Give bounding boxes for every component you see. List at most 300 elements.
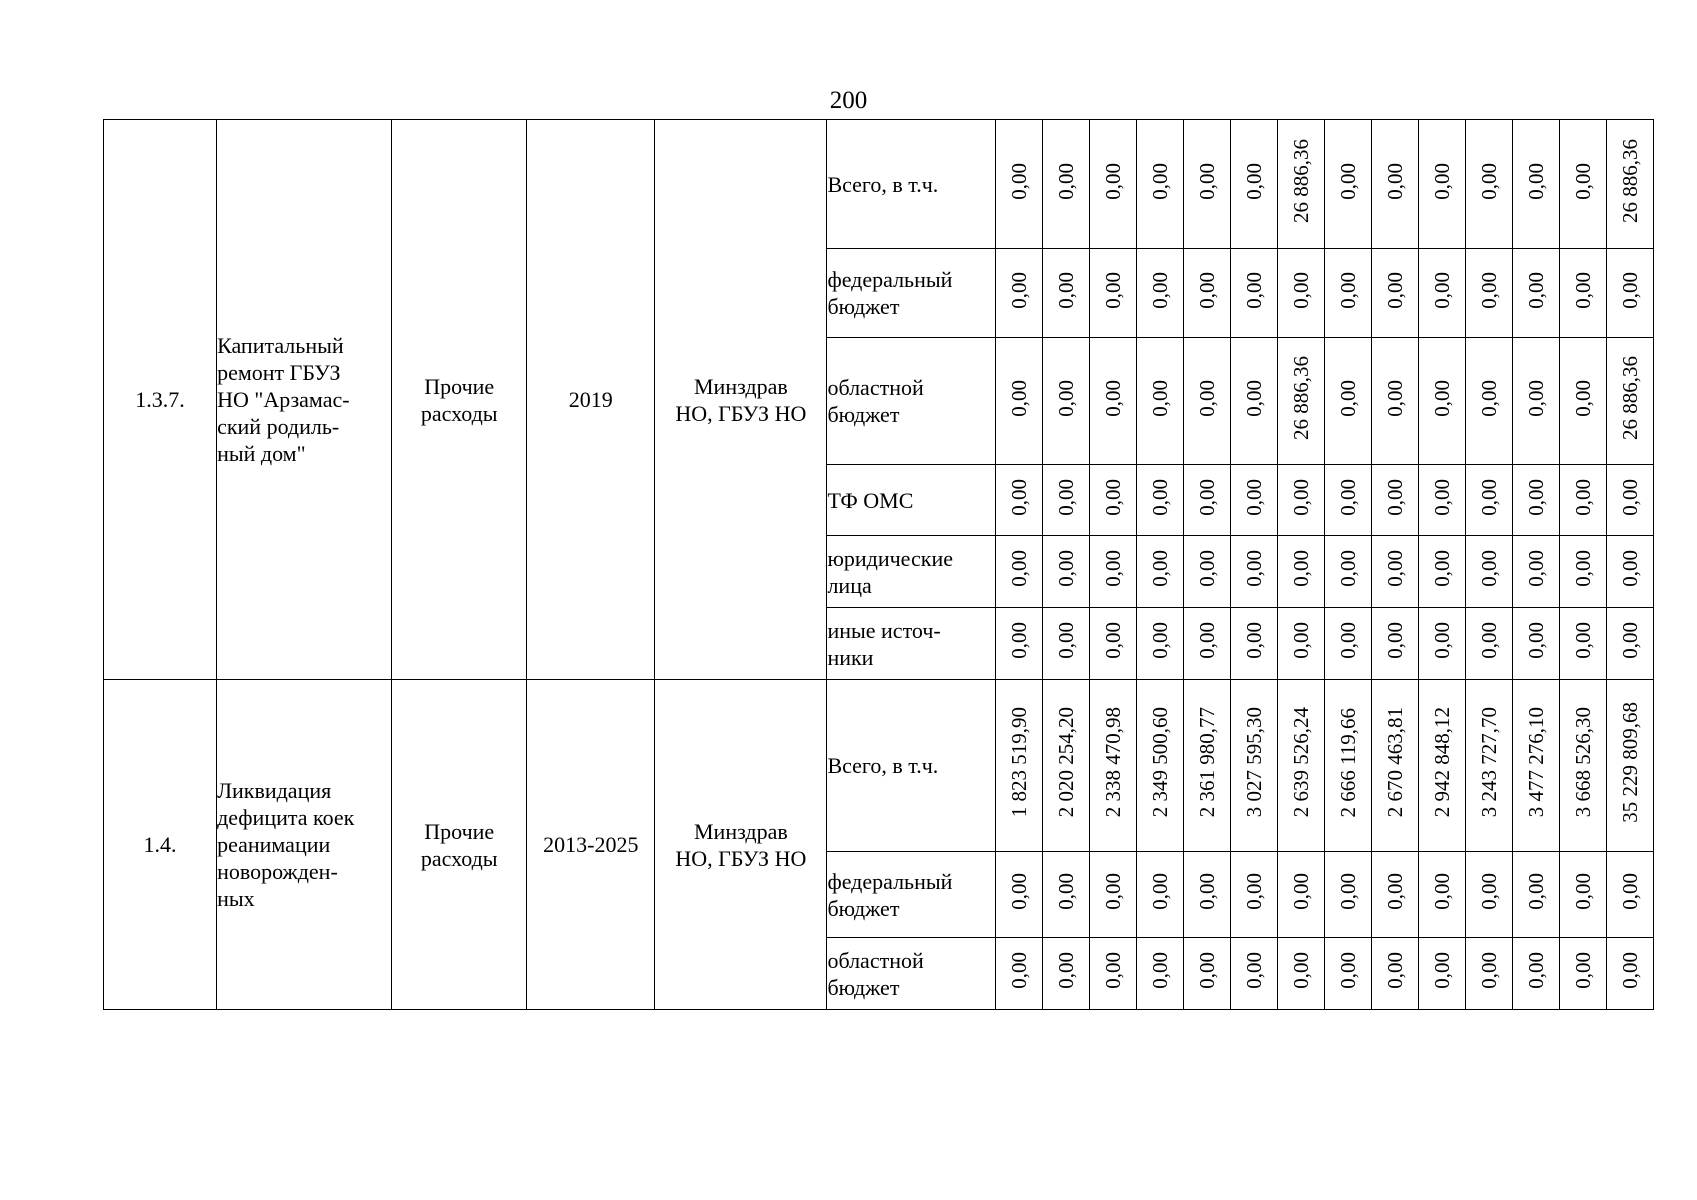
amount-cell: [995, 536, 1042, 608]
amount-value: 0,00: [1288, 478, 1313, 516]
text-line: Прочие: [424, 818, 495, 844]
amount-value: 0,00: [1241, 162, 1266, 200]
amount-cell: [1230, 680, 1277, 852]
amount-cell: [1183, 120, 1230, 249]
amount-value: 0,00: [1476, 622, 1501, 659]
amount-cell: [1183, 249, 1230, 338]
years-cell: [527, 120, 655, 680]
amount-cell: [1277, 465, 1324, 536]
amount-value: 0,00: [1476, 162, 1501, 200]
amount-cell: [1559, 465, 1606, 536]
text-line: лица: [827, 572, 872, 598]
page-number: 200: [829, 87, 868, 114]
amount-value: 2 361 980,77: [1194, 707, 1219, 818]
amount-value: 0,00: [1617, 478, 1642, 516]
amount-cell: [1465, 608, 1512, 680]
amount-value: 0,00: [1429, 622, 1454, 659]
amount-cell: [1371, 608, 1418, 680]
table-body: [104, 120, 1654, 1010]
amount-value: 0,00: [1617, 622, 1642, 659]
text-line: бюджет: [827, 402, 900, 427]
amount-value: 2 020 254,20: [1053, 707, 1078, 818]
amount-cell: [1418, 608, 1465, 680]
text-line: Всего, в т.ч.: [827, 171, 939, 197]
amount-value: 0,00: [1476, 478, 1501, 516]
amount-cell: [1465, 338, 1512, 465]
amount-cell: [1136, 120, 1183, 249]
amount-value: 0,00: [1335, 952, 1360, 989]
amount-value: 0,00: [1194, 873, 1219, 910]
amount-cell: [1559, 249, 1606, 338]
amount-value: 0,00: [1382, 478, 1407, 516]
amount-cell: [1277, 938, 1324, 1010]
amount-value: 3 243 727,70: [1476, 707, 1501, 818]
amount-value: 0,00: [1335, 379, 1360, 417]
funding-source-cell: [827, 680, 995, 852]
text-line: федеральный: [827, 868, 953, 894]
amount-value: 0,00: [1523, 162, 1548, 200]
amount-value: 0,00: [1194, 478, 1219, 516]
funding-source-cell: [827, 120, 995, 249]
amount-cell: [1277, 680, 1324, 852]
amount-value: 0,00: [1429, 550, 1454, 587]
amount-value: 0,00: [1288, 271, 1313, 309]
amount-cell: [1512, 120, 1559, 249]
text-line: расходы: [420, 845, 498, 871]
amount-value: 0,00: [1429, 379, 1454, 417]
amount-cell: [1230, 120, 1277, 249]
amount-value: 0,00: [1523, 550, 1548, 587]
amount-value: 0,00: [1570, 550, 1595, 587]
funding-source-cell: [827, 465, 995, 536]
text-line: НО "Арзамас-: [217, 387, 350, 412]
amount-value: 0,00: [1194, 162, 1219, 200]
amount-value: 26 886,36: [1617, 139, 1642, 223]
amount-cell: [995, 120, 1042, 249]
text-line: федеральный: [827, 267, 953, 292]
amount-cell: [1465, 938, 1512, 1010]
funding-source-cell: [827, 249, 995, 338]
amount-value: 0,00: [1100, 873, 1125, 910]
funding-source-cell: [827, 852, 995, 938]
amount-cell: [1042, 852, 1089, 938]
amount-cell: [1418, 465, 1465, 536]
amount-value: 0,00: [1335, 873, 1360, 910]
amount-value: 0,00: [1382, 550, 1407, 587]
amount-value: 0,00: [1570, 379, 1595, 417]
text-line: ники: [827, 644, 874, 670]
amount-value: 0,00: [1241, 379, 1266, 417]
amount-cell: [1371, 120, 1418, 249]
amount-cell: [1371, 680, 1418, 852]
amount-cell: [1089, 338, 1136, 465]
amount-value: 0,00: [1006, 550, 1031, 587]
text-line: ТФ ОМС: [827, 487, 914, 513]
amount-value: 0,00: [1476, 550, 1501, 587]
amount-value: 26 886,36: [1288, 356, 1313, 440]
amount-value: 0,00: [1570, 873, 1595, 910]
amount-value: 0,00: [1100, 271, 1125, 309]
years: 2013-2025: [543, 832, 639, 857]
amount-cell: [1136, 249, 1183, 338]
amount-value: 0,00: [1147, 873, 1172, 910]
amount-cell: [1324, 852, 1371, 938]
amount-value: 0,00: [1006, 478, 1031, 516]
executor-cell: [655, 120, 827, 680]
amount-value: 0,00: [1523, 952, 1548, 989]
amount-cell: [1183, 338, 1230, 465]
amount-value: 0,00: [1100, 379, 1125, 417]
text-line: Ликвидация: [217, 778, 332, 803]
amount-cell: [1042, 465, 1089, 536]
amount-value: 0,00: [1053, 271, 1078, 309]
amount-value: 2 666 119,66: [1335, 707, 1360, 818]
amount-value: 0,00: [1053, 873, 1078, 910]
executor-cell: [655, 680, 827, 1010]
amount-value: 26 886,36: [1288, 139, 1313, 223]
amount-cell: [1606, 852, 1653, 938]
amount-cell: [1324, 338, 1371, 465]
amount-cell: [995, 680, 1042, 852]
amount-cell: [995, 249, 1042, 338]
item-name-cell: [217, 680, 392, 1010]
amount-cell: [1277, 249, 1324, 338]
amount-value: 0,00: [1570, 271, 1595, 309]
amount-cell: [1371, 938, 1418, 1010]
amount-cell: [1465, 465, 1512, 536]
amount-cell: [1606, 465, 1653, 536]
amount-cell: [1606, 249, 1653, 338]
amount-cell: [1089, 608, 1136, 680]
amount-cell: [1277, 852, 1324, 938]
text-line: ремонт ГБУЗ: [217, 360, 341, 385]
amount-cell: [1371, 465, 1418, 536]
amount-cell: [1559, 852, 1606, 938]
amount-cell: [1559, 608, 1606, 680]
amount-cell: [1136, 338, 1183, 465]
amount-value: 0,00: [1476, 271, 1501, 309]
amount-value: 0,00: [1147, 478, 1172, 516]
amount-cell: [1042, 338, 1089, 465]
amount-value: 26 886,36: [1617, 356, 1642, 440]
amount-cell: [1324, 120, 1371, 249]
amount-value: 0,00: [1523, 622, 1548, 659]
amount-cell: [995, 852, 1042, 938]
item-number-cell: [104, 120, 217, 680]
amount-cell: [995, 938, 1042, 1010]
years-cell: [527, 680, 655, 1010]
amount-value: 0,00: [1429, 271, 1454, 309]
amount-cell: [1371, 338, 1418, 465]
amount-cell: [1418, 536, 1465, 608]
amount-cell: [1606, 536, 1653, 608]
amount-cell: [1136, 938, 1183, 1010]
amount-cell: [1606, 608, 1653, 680]
amount-cell: [1277, 536, 1324, 608]
funding-source-cell: [827, 608, 995, 680]
amount-cell: [1089, 465, 1136, 536]
amount-value: 0,00: [1570, 478, 1595, 516]
text-line: областной: [827, 375, 924, 400]
amount-value: 0,00: [1194, 550, 1219, 587]
text-line: ский родиль-: [217, 414, 340, 439]
text-line: реанимации: [217, 832, 331, 857]
amount-value: 0,00: [1053, 478, 1078, 516]
amount-value: 0,00: [1570, 162, 1595, 200]
amount-value: 0,00: [1570, 952, 1595, 989]
amount-cell: [1559, 536, 1606, 608]
amount-cell: [1606, 120, 1653, 249]
amount-cell: [1606, 938, 1653, 1010]
amount-value: 0,00: [1617, 271, 1642, 309]
amount-value: 0,00: [1006, 379, 1031, 417]
amount-value: 3 668 526,30: [1570, 707, 1595, 818]
amount-cell: [1089, 536, 1136, 608]
amount-value: 0,00: [1100, 550, 1125, 587]
amount-value: 0,00: [1335, 550, 1360, 587]
amount-value: 0,00: [1053, 379, 1078, 417]
amount-value: 0,00: [1147, 952, 1172, 989]
amount-cell: [995, 465, 1042, 536]
expense-type-cell: [392, 680, 527, 1010]
amount-value: 0,00: [1335, 622, 1360, 659]
amount-value: 0,00: [1100, 952, 1125, 989]
amount-cell: [1183, 536, 1230, 608]
funding-source-cell: [827, 938, 995, 1010]
amount-cell: [1465, 536, 1512, 608]
amount-value: 2 942 848,12: [1429, 707, 1454, 818]
amount-cell: [1418, 938, 1465, 1010]
amount-cell: [1371, 852, 1418, 938]
amount-cell: [1183, 938, 1230, 1010]
text-line: бюджет: [827, 294, 900, 319]
amount-value: 0,00: [1147, 162, 1172, 200]
amount-value: 0,00: [1053, 952, 1078, 989]
amount-value: 0,00: [1382, 162, 1407, 200]
amount-value: 3 027 595,30: [1241, 707, 1266, 818]
amount-cell: [1465, 852, 1512, 938]
amount-value: 0,00: [1476, 873, 1501, 910]
amount-cell: [1136, 536, 1183, 608]
item-number-cell: [104, 680, 217, 1010]
amount-cell: [1512, 465, 1559, 536]
amount-cell: [1277, 608, 1324, 680]
text-line: ных: [217, 886, 255, 911]
amount-value: 0,00: [1194, 952, 1219, 989]
table-row: [104, 680, 1654, 852]
amount-cell: [1230, 852, 1277, 938]
amount-value: 2 349 500,60: [1147, 707, 1172, 818]
amount-value: 0,00: [1429, 873, 1454, 910]
amount-cell: [1418, 249, 1465, 338]
years: 2019: [568, 387, 613, 412]
amount-cell: [1042, 536, 1089, 608]
amount-value: 0,00: [1429, 478, 1454, 516]
amount-cell: [1089, 249, 1136, 338]
amount-cell: [1512, 338, 1559, 465]
amount-cell: [1183, 465, 1230, 536]
amount-value: 0,00: [1288, 622, 1313, 659]
amount-cell: [1324, 938, 1371, 1010]
amount-cell: [1324, 465, 1371, 536]
text-line: НО, ГБУЗ НО: [675, 845, 807, 871]
amount-cell: [1089, 120, 1136, 249]
amount-value: 0,00: [1476, 379, 1501, 417]
text-line: расходы: [420, 400, 498, 426]
amount-value: 0,00: [1382, 952, 1407, 989]
amount-value: 0,00: [1335, 162, 1360, 200]
amount-cell: [1324, 680, 1371, 852]
text-line: Всего, в т.ч.: [827, 753, 939, 778]
funding-source-cell: [827, 536, 995, 608]
amount-cell: [1136, 608, 1183, 680]
amount-cell: [1512, 249, 1559, 338]
amount-value: 0,00: [1100, 162, 1125, 200]
amount-cell: [1042, 120, 1089, 249]
amount-value: 35 229 809,68: [1617, 702, 1642, 823]
amount-cell: [1512, 938, 1559, 1010]
amount-cell: [1559, 680, 1606, 852]
text-line: НО, ГБУЗ НО: [675, 400, 807, 426]
amount-value: 2 338 470,98: [1100, 707, 1125, 818]
text-line: Капитальный: [217, 333, 344, 358]
expense-type-cell: [392, 120, 527, 680]
text-line: Минздрав: [694, 818, 788, 844]
item-number: 1.4.: [143, 832, 177, 857]
amount-value: 2 639 526,24: [1288, 707, 1313, 818]
amount-cell: [1418, 338, 1465, 465]
amount-cell: [1418, 680, 1465, 852]
amount-cell: [1136, 852, 1183, 938]
amount-value: 0,00: [1100, 622, 1125, 659]
amount-value: 0,00: [1523, 271, 1548, 309]
amount-value: 0,00: [1006, 271, 1031, 309]
amount-cell: [1089, 938, 1136, 1010]
amount-cell: [1465, 249, 1512, 338]
amount-cell: [1512, 536, 1559, 608]
amount-value: 0,00: [1194, 622, 1219, 659]
amount-cell: [1183, 852, 1230, 938]
amount-cell: [1042, 608, 1089, 680]
amount-value: 0,00: [1194, 379, 1219, 417]
amount-value: 0,00: [1053, 550, 1078, 587]
amount-cell: [1559, 938, 1606, 1010]
amount-cell: [1230, 536, 1277, 608]
amount-cell: [1512, 852, 1559, 938]
amount-cell: [1089, 680, 1136, 852]
amount-value: 0,00: [1241, 271, 1266, 309]
amount-value: 0,00: [1617, 952, 1642, 989]
amount-cell: [1042, 680, 1089, 852]
amount-value: 0,00: [1147, 379, 1172, 417]
amount-value: 0,00: [1288, 952, 1313, 989]
amount-cell: [1418, 120, 1465, 249]
amount-value: 3 477 276,10: [1523, 707, 1548, 818]
amount-cell: [1559, 338, 1606, 465]
amount-value: 0,00: [1476, 952, 1501, 989]
amount-cell: [1230, 938, 1277, 1010]
amount-value: 0,00: [1382, 622, 1407, 659]
amount-cell: [1324, 608, 1371, 680]
amount-value: 0,00: [1617, 550, 1642, 587]
amount-value: 0,00: [1100, 478, 1125, 516]
text-line: бюджет: [827, 974, 900, 1000]
amount-cell: [1324, 249, 1371, 338]
amount-cell: [1089, 852, 1136, 938]
amount-value: 0,00: [1147, 622, 1172, 659]
amount-value: 0,00: [1523, 379, 1548, 417]
amount-value: 0,00: [1429, 952, 1454, 989]
amount-cell: [1371, 536, 1418, 608]
amount-value: 0,00: [1147, 271, 1172, 309]
amount-value: 0,00: [1288, 873, 1313, 910]
table-row: [104, 120, 1654, 249]
item-number: 1.3.7.: [135, 387, 185, 412]
amount-value: 0,00: [1006, 162, 1031, 200]
amount-value: 0,00: [1335, 271, 1360, 309]
amount-value: 0,00: [1147, 550, 1172, 587]
text-line: Минздрав: [694, 373, 788, 399]
amount-value: 2 670 463,81: [1382, 707, 1407, 818]
amount-cell: [1230, 608, 1277, 680]
amount-cell: [1136, 465, 1183, 536]
amount-value: 0,00: [1006, 622, 1031, 659]
amount-cell: [1512, 680, 1559, 852]
amount-value: 0,00: [1382, 379, 1407, 417]
amount-value: 0,00: [1617, 873, 1642, 910]
item-name-cell: [217, 120, 392, 680]
amount-value: 0,00: [1335, 478, 1360, 516]
amount-value: 0,00: [1053, 162, 1078, 200]
text-line: новорожден-: [217, 859, 338, 884]
amount-value: 0,00: [1241, 550, 1266, 587]
amount-value: 0,00: [1053, 622, 1078, 659]
amount-value: 0,00: [1006, 952, 1031, 989]
amount-cell: [1183, 680, 1230, 852]
amount-cell: [1277, 338, 1324, 465]
amount-cell: [1324, 536, 1371, 608]
text-line: областной: [827, 947, 924, 973]
amount-cell: [1465, 120, 1512, 249]
amount-value: 0,00: [1006, 873, 1031, 910]
amount-value: 0,00: [1382, 873, 1407, 910]
amount-value: 0,00: [1241, 873, 1266, 910]
amount-cell: [1418, 852, 1465, 938]
amount-value: 0,00: [1241, 478, 1266, 516]
amount-value: 0,00: [1241, 952, 1266, 989]
amount-cell: [1606, 338, 1653, 465]
text-line: ный дом": [217, 441, 306, 466]
amount-value: 0,00: [1429, 162, 1454, 200]
text-line: юридические: [827, 545, 953, 571]
amount-cell: [1042, 938, 1089, 1010]
amount-value: 1 823 519,90: [1006, 707, 1031, 818]
financing-table: [103, 119, 1654, 1010]
amount-value: 0,00: [1570, 622, 1595, 659]
amount-value: 0,00: [1523, 478, 1548, 516]
amount-cell: [1042, 249, 1089, 338]
amount-value: 0,00: [1523, 873, 1548, 910]
amount-cell: [1277, 120, 1324, 249]
funding-source-cell: [827, 338, 995, 465]
amount-cell: [1230, 338, 1277, 465]
amount-cell: [1183, 608, 1230, 680]
amount-value: 0,00: [1382, 271, 1407, 309]
text-line: Прочие: [424, 373, 495, 399]
amount-cell: [1465, 680, 1512, 852]
text-line: иные источ-: [827, 617, 941, 643]
amount-cell: [1136, 680, 1183, 852]
